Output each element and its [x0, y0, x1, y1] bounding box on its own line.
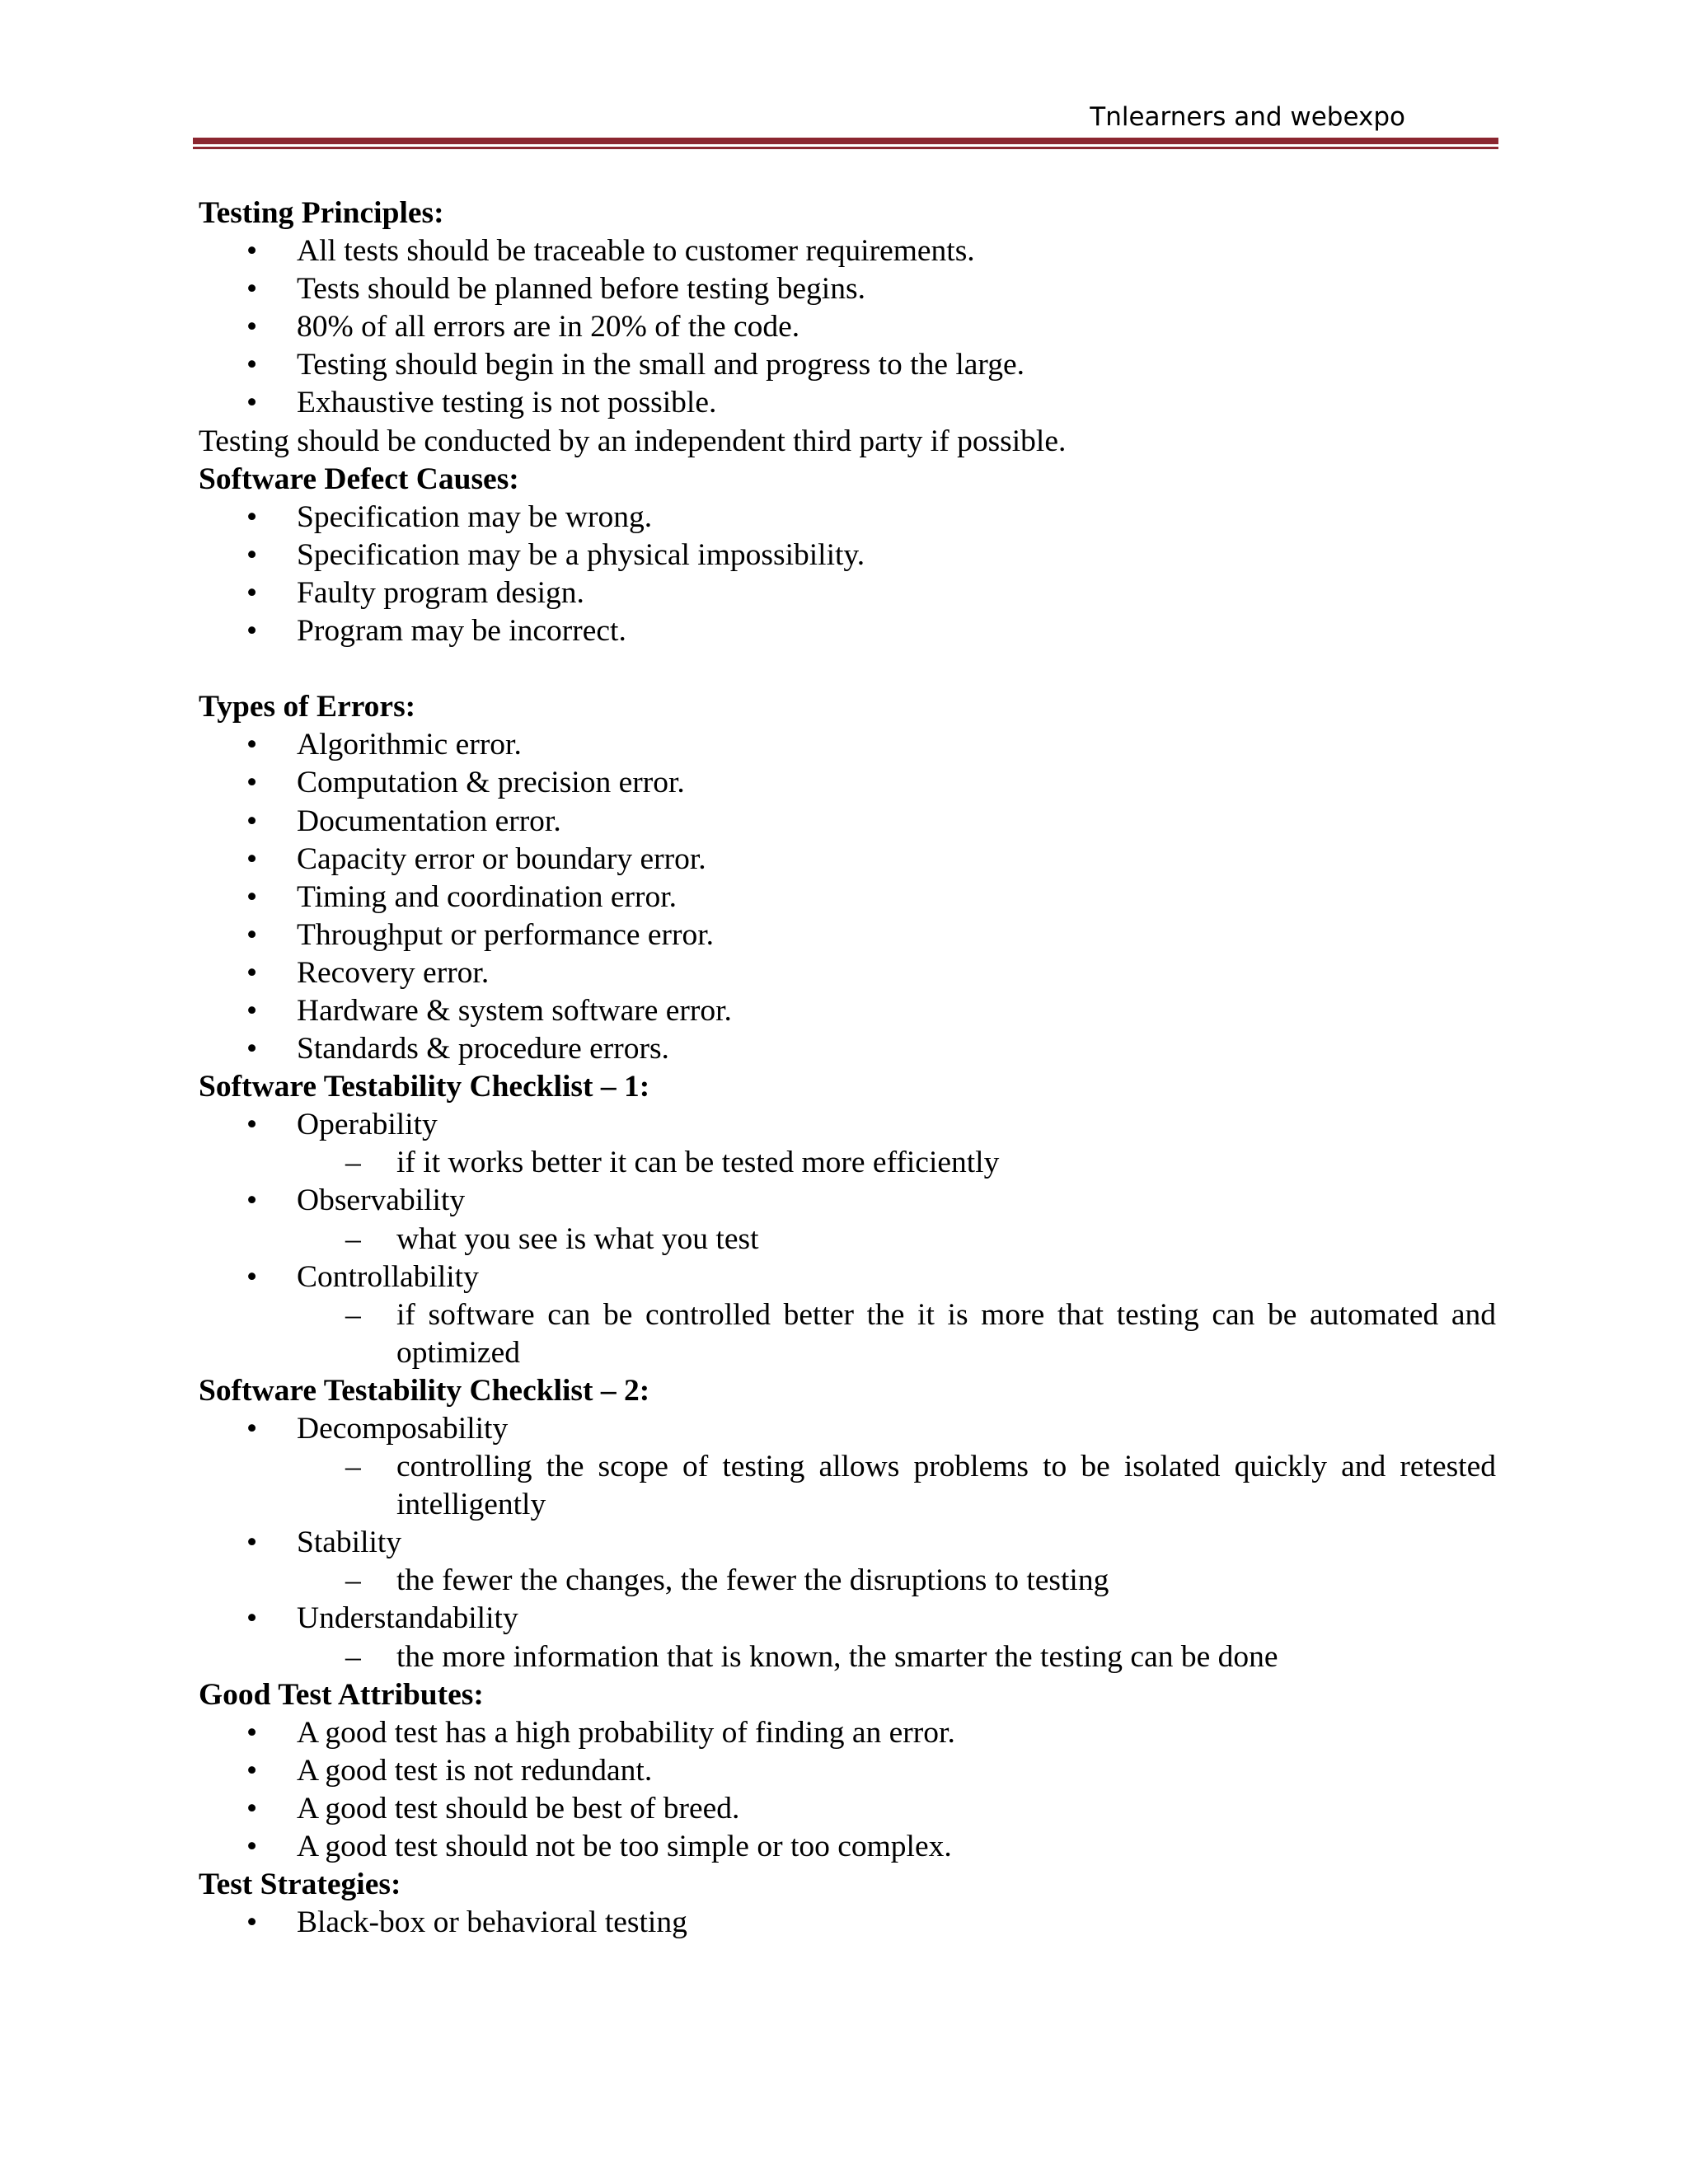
bullet-icon: • [246, 272, 258, 307]
sub-list-item: – controlling the scope of testing allows problems to be isolated quickly and retested intelligently [345, 1450, 1496, 1522]
bullet-icon: • [246, 1791, 258, 1825]
bullet-icon: • [246, 1526, 258, 1560]
heading-testability-checklist-1: Software Testability Checklist – 1: [199, 1070, 650, 1104]
list-item: • Hardware & system software error. [199, 992, 1496, 1030]
bullet-icon: • [246, 310, 258, 344]
list-item: • Specification may be wrong. [199, 499, 1496, 537]
list-item: • Capacity error or boundary error. [199, 841, 1496, 879]
bullet-icon: • [246, 1412, 258, 1446]
list-item: • Observability [199, 1182, 1496, 1220]
list-item: • Recovery error. [199, 954, 1496, 992]
header-rule-thick [193, 138, 1498, 144]
list-item: • Algorithmic error. [199, 726, 1496, 764]
bullet-icon: • [246, 234, 258, 269]
list-item: • Operability [199, 1106, 1496, 1144]
list-item: • Stability [199, 1524, 1496, 1562]
bullet-icon: • [246, 879, 258, 914]
heading-types-of-errors: Types of Errors: [199, 690, 416, 724]
list-item: • Timing and coordination error. [199, 879, 1496, 916]
sub-list-item: – if software can be controlled better the it is more that testing can be automated and optimized [345, 1297, 1496, 1370]
dash-icon: – [345, 1297, 361, 1332]
dash-icon: – [345, 1563, 361, 1598]
list-item: • Controllability [199, 1258, 1496, 1296]
bullet-icon: • [246, 955, 258, 990]
dash-icon: – [345, 1639, 361, 1674]
document-body [199, 194, 1496, 1942]
bullet-icon: • [246, 386, 258, 420]
sub-list-item: – what you see is what you test [199, 1221, 1496, 1258]
bullet-icon: • [246, 1183, 258, 1218]
bullet-icon: • [246, 728, 258, 762]
list-item: • Understandability [199, 1600, 1496, 1638]
list-item: • All tests should be traceable to customer requirements. [199, 232, 1496, 270]
bullet-icon: • [246, 1108, 258, 1142]
bullet-icon: • [246, 575, 258, 610]
bullet-icon: • [246, 993, 258, 1028]
list-item: • Tests should be planned before testing begins. [199, 270, 1496, 308]
list-item: • 80% of all errors are in 20% of the code. [199, 308, 1496, 346]
list-item: • Program may be incorrect. [199, 612, 1496, 650]
list-item: • Computation & precision error. [199, 764, 1496, 802]
bullet-icon: • [246, 1830, 258, 1864]
sub-list-item: – the more information that is known, the smarter the testing can be done [199, 1638, 1496, 1676]
sub-list-item: – if it works better it can be tested more efficiently [199, 1144, 1496, 1182]
dash-icon: – [345, 1450, 361, 1484]
running-header: Tnlearners and webexpo [1090, 102, 1405, 132]
bullet-icon: • [246, 1905, 258, 1940]
list-item: • Testing should begin in the small and progress to the large. [199, 346, 1496, 384]
list-item: • Decomposability [199, 1410, 1496, 1448]
bullet-icon: • [246, 1715, 258, 1750]
list-item: • Black-box or behavioral testing [199, 1904, 1496, 1942]
list-item: • Throughput or performance error. [199, 916, 1496, 954]
bullet-icon: • [246, 1259, 258, 1294]
list-item: • A good test should not be too simple or too complex. [199, 1828, 1496, 1866]
bullet-icon: • [246, 766, 258, 800]
heading-defect-causes: Software Defect Causes: [199, 462, 519, 496]
bullet-icon: • [246, 614, 258, 649]
header-rule-thin [193, 147, 1498, 149]
dash-icon: – [345, 1146, 361, 1180]
bullet-icon: • [246, 537, 258, 572]
list-item: • A good test should be best of breed. [199, 1790, 1496, 1828]
principles-note: Testing should be conducted by an independent third party if possible. [199, 424, 1067, 458]
sub-list-item: – the fewer the changes, the fewer the disruptions to testing [199, 1562, 1496, 1600]
list-item: • A good test has a high probability of finding an error. [199, 1714, 1496, 1752]
bullet-icon: • [246, 917, 258, 952]
list-item: • Specification may be a physical impossibility. [199, 537, 1496, 574]
heading-testing-principles: Testing Principles: [199, 196, 444, 230]
list-item: • Documentation error. [199, 803, 1496, 841]
list-item: • Exhaustive testing is not possible. [199, 384, 1496, 422]
bullet-icon: • [246, 499, 258, 534]
list-item: • Faulty program design. [199, 574, 1496, 612]
bullet-icon: • [246, 1601, 258, 1636]
blank-line [199, 650, 1496, 688]
bullet-icon: • [246, 841, 258, 876]
bullet-icon: • [246, 804, 258, 838]
list-item: • Standards & procedure errors. [199, 1030, 1496, 1068]
list-item: • A good test is not redundant. [199, 1752, 1496, 1790]
heading-test-strategies: Test Strategies: [199, 1868, 401, 1902]
dash-icon: – [345, 1221, 361, 1256]
bullet-icon: • [246, 1032, 258, 1066]
bullet-icon: • [246, 1753, 258, 1788]
heading-testability-checklist-2: Software Testability Checklist – 2: [199, 1373, 650, 1408]
bullet-icon: • [246, 348, 258, 382]
heading-good-test-attributes: Good Test Attributes: [199, 1677, 484, 1712]
